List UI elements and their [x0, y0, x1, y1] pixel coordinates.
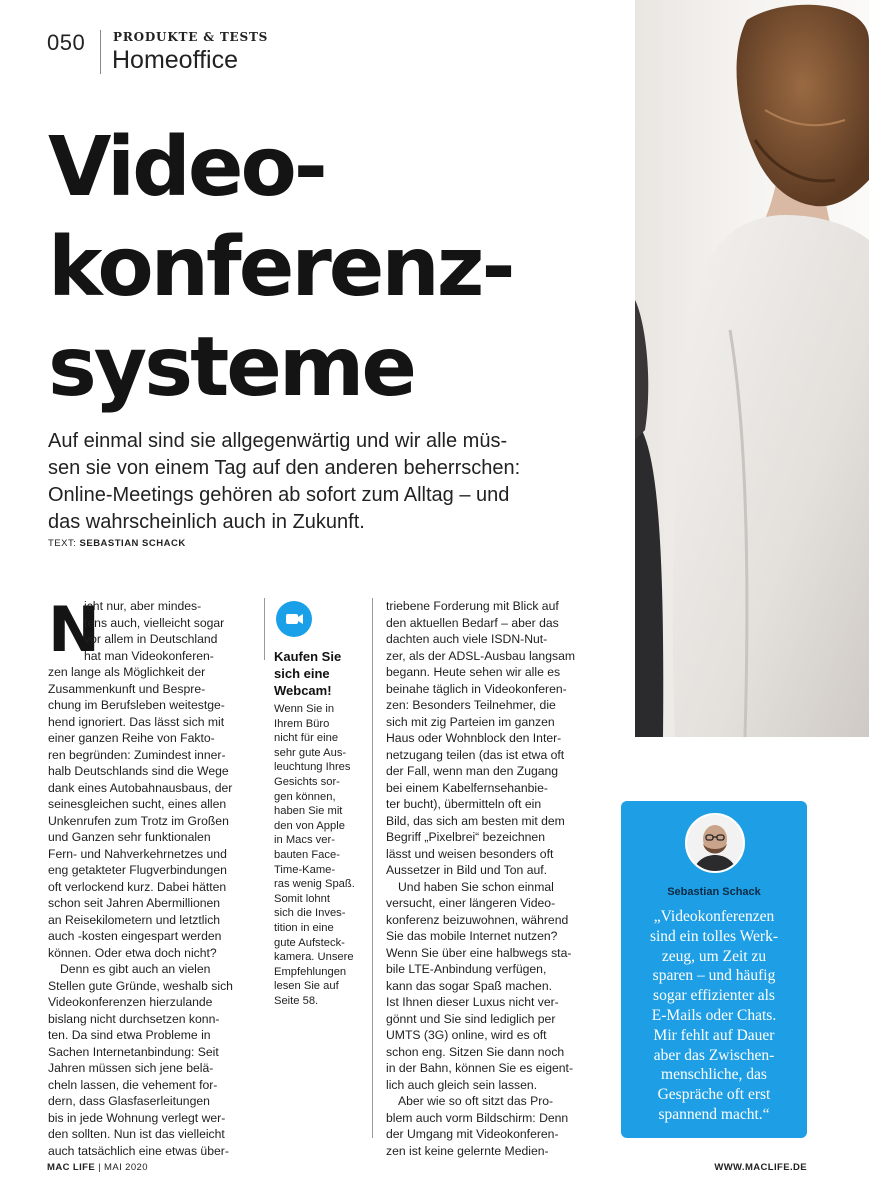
sidebar-divider — [264, 598, 265, 660]
body-line: oft verlockend kurz. Dabei hätten — [48, 879, 227, 894]
body-line: bis in jede Wohnung verlegt wer- — [48, 1110, 226, 1125]
body-line: bei einem Kabelfernsehanbie- — [386, 780, 548, 795]
headline-line: systeme — [48, 320, 414, 415]
sidebar-line: in Macs ver- — [274, 834, 335, 847]
body-line: den aktuellen Bedarf – aber das — [386, 615, 559, 630]
body-line: tens auch, vielleicht sogar — [84, 615, 225, 630]
page-number: 050 — [47, 30, 86, 55]
sidebar-line: den von Apple — [274, 819, 345, 832]
body-line: bislang nicht durchsetzen konn- — [48, 1011, 220, 1026]
lead-paragraph — [48, 428, 608, 536]
body-line: an Reisekilometern und letztlich — [48, 912, 221, 927]
hero-photo-illustration — [635, 0, 869, 737]
body-line: blem auch vorm Bildschirm: Denn — [386, 1110, 569, 1125]
quote-line: zeug, um Zeit zu — [661, 947, 767, 965]
body-line: Ist Ihnen dieser Luxus nicht ver- — [386, 995, 559, 1009]
byline-author: SEBASTIAN SCHACK — [79, 538, 186, 549]
sidebar-line: tition in eine — [274, 921, 334, 934]
body-line: triebene Forderung mit Blick auf — [386, 599, 559, 613]
quote-line: Mir fehlt auf Dauer — [653, 1026, 775, 1044]
sidebar-title-line: sich eine — [274, 666, 330, 681]
body-line: bile LTE-Anbindung verfügen, — [386, 962, 547, 976]
body-line: UMTS (3G) online, wird es oft — [386, 1028, 547, 1042]
body-line: Denn es gibt auch an vielen — [60, 962, 211, 976]
body-line: netzugang teilen (das ist etwa oft — [386, 747, 565, 762]
pull-quote-box — [621, 801, 807, 1138]
body-line: ter bucht), übermitteln oft ein — [386, 797, 542, 811]
sidebar-body — [274, 702, 355, 1008]
footer-date: MAI 2020 — [104, 1162, 148, 1173]
sidebar-line: ras wenig Spaß. — [274, 878, 355, 891]
headline-line: konferenz- — [48, 220, 513, 315]
body-line: Sie das mobile Internet nutzen? — [386, 929, 558, 943]
body-line: und Ganzen sehr funktionalen — [48, 830, 211, 844]
author-avatar — [685, 813, 745, 873]
body-line: Haus oder Wohnblock den Inter- — [386, 731, 562, 745]
sidebar-line: nicht für eine — [274, 732, 339, 745]
body-line: icht nur, aber mindes- — [84, 599, 202, 613]
sidebar-line: lesen Sie auf — [274, 980, 339, 993]
sidebar-line: Ihrem Büro — [274, 717, 330, 730]
footer-issue — [47, 1162, 148, 1173]
body-line: lässt und weisen besonders oft — [386, 846, 554, 861]
quote-line: Gespräche oft erst — [657, 1086, 771, 1104]
sidebar-line: bauten Face- — [274, 848, 340, 861]
body-line: zen ist keine gelernte Medien- — [386, 1143, 549, 1158]
body-line: seinesgleichen sucht, eines allen — [48, 797, 227, 811]
body-line: können. Oder etwa doch nicht? — [48, 945, 217, 960]
sidebar-title-line: Kaufen Sie — [274, 649, 342, 664]
body-line: ren begründen: Zumindest inner- — [48, 747, 226, 762]
byline — [48, 538, 186, 549]
body-line: Unkenrufen zum Trotz im Großen — [48, 813, 229, 828]
body-line: kann das sogar Spaß machen. — [386, 978, 552, 993]
quote-line: sogar effizienter als — [653, 987, 775, 1005]
body-line: zen lange als Möglichkeit der — [48, 665, 206, 679]
body-line: Fern- und Nahverkehrnetzes und — [48, 846, 227, 861]
body-line: lich auch gleich sein lassen. — [386, 1077, 538, 1092]
sidebar-title — [274, 648, 341, 699]
headline — [48, 118, 628, 418]
lead-line: Online-Meetings gehören ab sofort zum Alltag – und — [48, 484, 510, 506]
body-line: gönnt und Sie sind lediglich per — [386, 1011, 556, 1026]
body-line: halb Deutschlands sind die Wege — [48, 764, 229, 778]
body-line: hend ignoriert. Das lässt sich mit — [48, 714, 225, 729]
section-label: PRODUKTE & TESTS — [113, 30, 269, 44]
body-line: Aussetzer in Bild und Ton auf. — [386, 863, 548, 877]
body-line: Zusammenkunft und Bespre- — [48, 681, 206, 696]
header-divider — [100, 30, 101, 74]
body-line: eng getakteter Flugverbindungen — [48, 863, 227, 877]
body-line: Aber wie so oft sitzt das Pro- — [398, 1094, 554, 1108]
sidebar-line: leuchtung Ihres — [274, 761, 351, 774]
body-line: auch -kosten eingespart werden — [48, 929, 222, 943]
sidebar-line: Time-Kame- — [274, 863, 336, 876]
headline-line: Video- — [48, 120, 325, 215]
column-divider — [372, 598, 373, 1138]
byline-label: TEXT: — [48, 538, 77, 549]
footer-magazine: MAC LIFE — [47, 1162, 96, 1173]
body-line: dern, dass Glasfaserleitungen — [48, 1094, 210, 1108]
sidebar-line: Seite 58. — [274, 994, 319, 1007]
sidebar-line: gen können, — [274, 790, 336, 803]
body-line: der Umgang mit Videokonferen- — [386, 1127, 559, 1141]
body-line: Begriff „Pixelbrei“ bezeichnen — [386, 830, 545, 844]
drop-cap: N — [48, 593, 100, 666]
quote-text — [621, 907, 807, 1125]
sidebar-title-line: Webcam! — [274, 683, 332, 698]
lead-line: Auf einmal sind sie allgegenwärtig und wir alle müs- — [48, 430, 508, 452]
body-line: den sollten. Nun ist das vielleicht — [48, 1127, 225, 1141]
body-column-1 — [48, 593, 258, 1159]
body-line: einer ganzen Reihe von Fakto- — [48, 731, 215, 745]
body-line: Und haben Sie schon einmal — [398, 879, 554, 894]
body-line: chung im Berufsleben weitestge- — [48, 698, 225, 712]
quote-author: Sebastian Schack — [667, 886, 761, 898]
body-line: ten. Da sind etwa Probleme in — [48, 1028, 211, 1042]
body-line: auch tatsächlich eine etwas über- — [48, 1143, 229, 1158]
body-line: dachten auch viele ISDN-Nut- — [386, 632, 548, 646]
body-line: zer, als der ADSL-Ausbau langsam — [386, 648, 576, 663]
body-column-2 — [386, 598, 601, 1159]
body-line: beinahe täglich in Videokonferen- — [386, 681, 567, 696]
body-line: schon eng. Sitzen Sie dann noch — [386, 1044, 565, 1059]
body-line: Stellen gute Gründe, weshalb sich — [48, 978, 233, 993]
sidebar-line: Wenn Sie in — [274, 703, 335, 715]
sidebar-line: Empfehlungen — [274, 965, 347, 978]
body-line: Sachen Internetanbindung: Seit — [48, 1044, 219, 1059]
quote-line: „Videokonferenzen — [653, 908, 775, 925]
sidebar-line: gute Aufsteck- — [274, 936, 345, 949]
body-line: schon seit Jahren Abermillionen — [48, 896, 221, 910]
quote-line: menschliche, das — [661, 1066, 767, 1084]
footer-separator: | — [98, 1162, 105, 1173]
body-line: Videokonferenzen hierzulande — [48, 995, 213, 1009]
subsection-label: Homeoffice — [112, 46, 238, 74]
sidebar-line: Somit lohnt — [274, 892, 330, 905]
body-line: konferenz beizuwohnen, während — [386, 912, 569, 927]
sidebar-line: sich die Inves- — [274, 907, 346, 920]
sidebar-line: haben Sie mit — [274, 805, 343, 818]
body-line: hat man Videokonferen- — [84, 648, 214, 663]
video-camera-icon — [276, 601, 312, 637]
lead-line: das wahrscheinlich auch in Zukunft. — [48, 511, 365, 533]
quote-line: E-Mails oder Chats. — [651, 1006, 777, 1024]
body-line: dank eines Autobahnausbaus, der — [48, 780, 233, 795]
body-line: in der Bahn, können Sie es eigent- — [386, 1061, 574, 1075]
body-line: der Fall, wenn man den Zugang — [386, 764, 559, 778]
sidebar-line: Gesichts sor- — [274, 775, 340, 788]
body-line: sich mit zig Parteien im ganzen — [386, 714, 555, 729]
body-line: cheln lassen, die vehement for- — [48, 1077, 218, 1092]
quote-line: sparen – und häufig — [652, 967, 776, 985]
body-line: Jahren müssen sich jene belä- — [48, 1061, 214, 1075]
hero-photo — [635, 0, 869, 737]
body-line: Bild, das sich am besten mit dem — [386, 813, 565, 828]
body-line: versucht, einer längeren Video- — [386, 896, 556, 910]
quote-line: aber das Zwischen- — [653, 1046, 775, 1064]
body-line: Wenn Sie über eine halbwegs sta- — [386, 945, 572, 960]
quote-line: sind ein tolles Werk- — [649, 927, 779, 945]
body-line: vor allem in Deutschland — [84, 632, 218, 646]
body-line: zen: Besonders Teilnehmer, die — [386, 698, 556, 712]
quote-line: spannend macht.“ — [658, 1105, 770, 1123]
body-line: begann. Heute sehen wir alle es — [386, 665, 561, 679]
lead-line: sen sie von einem Tag auf den anderen beherrschen: — [48, 457, 521, 479]
sidebar-line: sehr gute Aus- — [274, 746, 347, 759]
sidebar-line: kamera. Unsere — [274, 951, 354, 964]
footer-website[interactable]: WWW.MACLIFE.DE — [714, 1162, 807, 1173]
